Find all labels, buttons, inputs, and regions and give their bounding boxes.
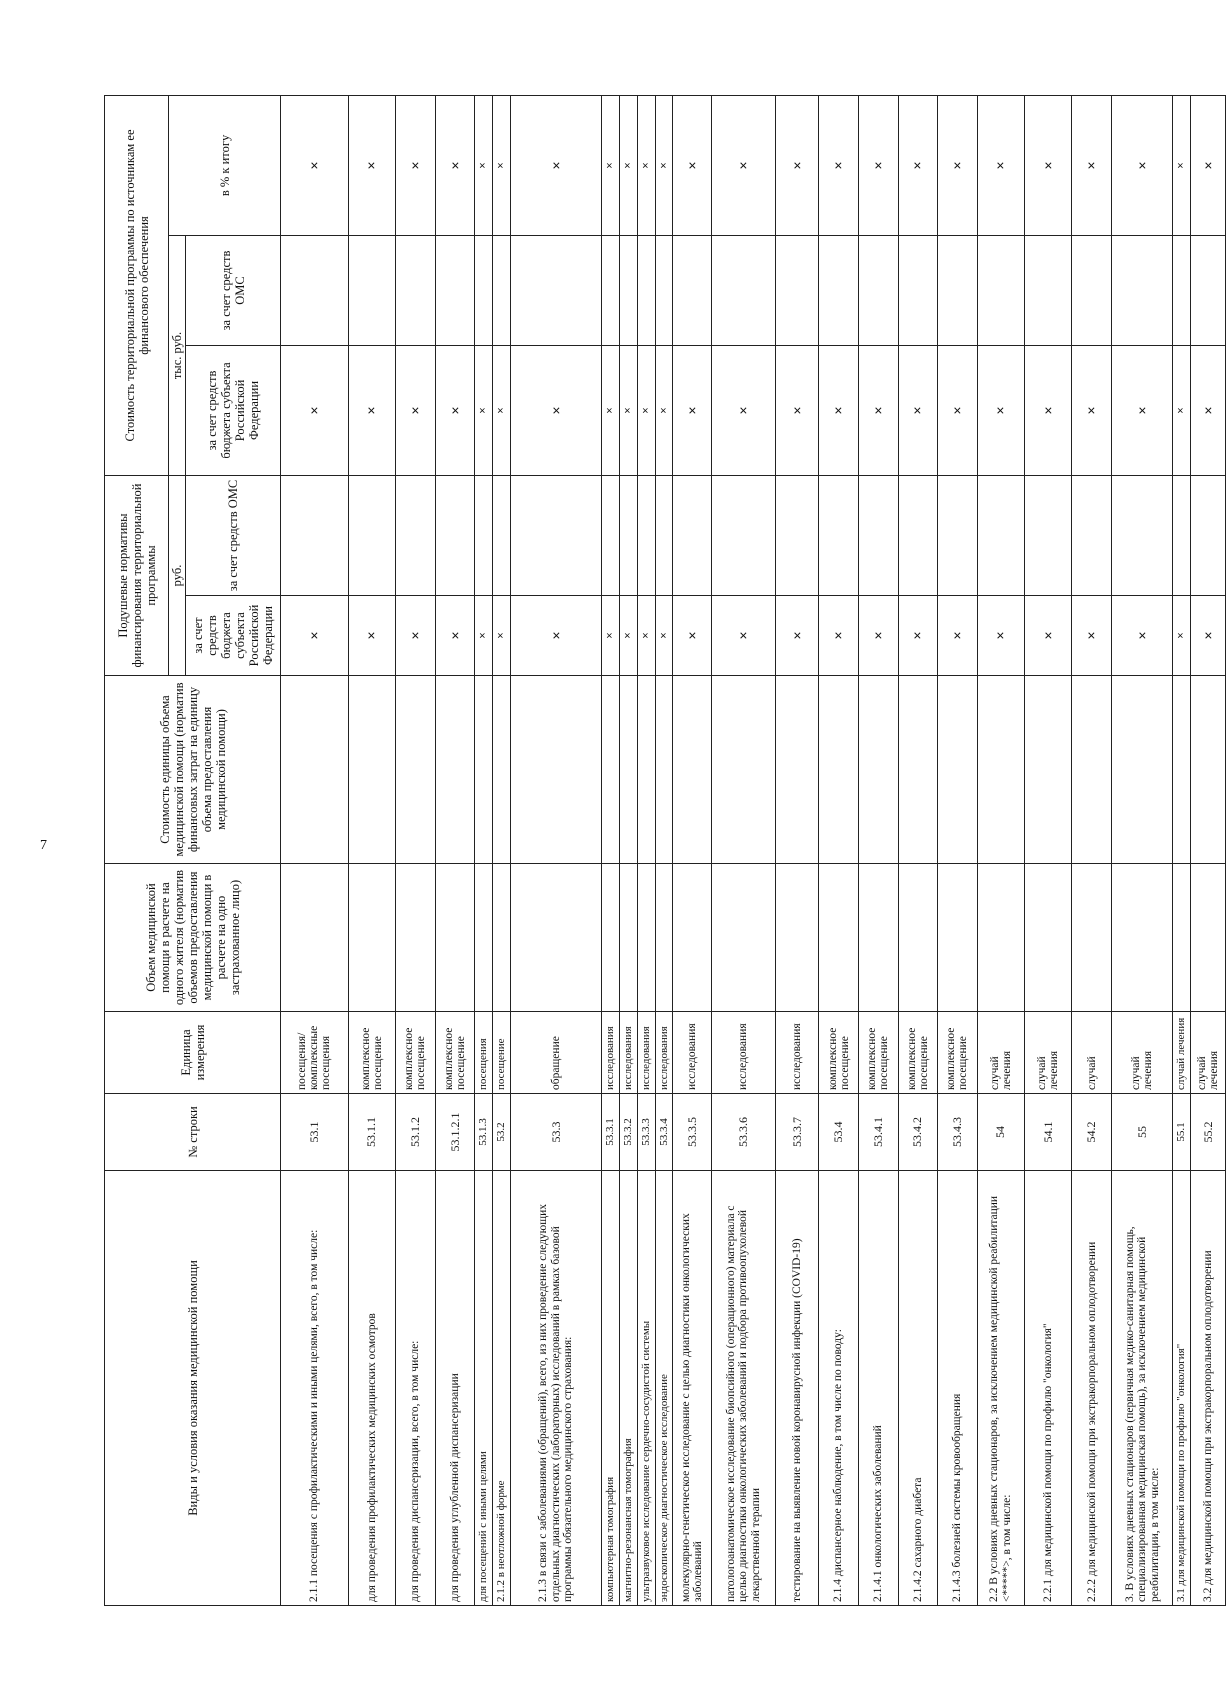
row-volume [511,864,602,1012]
financing-table [104,95,1226,1606]
row-oms-norm [655,475,673,595]
row-budget-norm: × [673,596,711,676]
row-number: 55 [1112,1094,1173,1171]
row-unit: комплексное посещение [819,1012,859,1094]
row-budget-norm: × [281,596,349,676]
row-percent: × [977,95,1024,235]
row-oms-cost [655,235,673,345]
row-name: 2.2 В условиях дневных стационаров, за исключением медицинской реабилитации <*****>, в том числе: [977,1171,1024,1606]
table-row [673,95,711,1605]
row-unit: случай лечения [1112,1012,1173,1094]
table-row [601,95,619,1605]
row-percent: × [619,95,637,235]
row-volume [1191,864,1226,1012]
row-number: 53.1.3 [475,1094,493,1171]
row-oms-norm [1173,475,1191,595]
row-unit-cost [1191,676,1226,864]
row-oms-cost [775,235,818,345]
row-number: 53.3.4 [655,1094,673,1171]
table-row [493,95,511,1605]
row-name: для посещений с иными целями [475,1171,493,1606]
row-oms-cost [348,235,395,345]
row-volume [475,864,493,1012]
row-unit-cost [511,676,602,864]
row-name: тестирование на выявление новой коронавирусной инфекции (COVID-19) [775,1171,818,1606]
row-name: 2.1.4.2 сахарного диабета [898,1171,938,1606]
table-row [977,95,1024,1605]
table-row [619,95,637,1605]
row-volume [1025,864,1072,1012]
row-unit-cost [475,676,493,864]
row-unit-cost [619,676,637,864]
page-number: 7 [40,838,47,853]
row-unit-cost [1112,676,1173,864]
row-volume [348,864,395,1012]
row-budget-norm: × [819,596,859,676]
header-name: Виды и условия оказания медицинской помощи [105,1171,281,1606]
table-row [655,95,673,1605]
row-oms-cost [281,235,349,345]
row-name: 2.2.1 для медицинской помощи по профилю "онкология" [1025,1171,1072,1606]
row-oms-cost [938,235,978,345]
row-budget-cost: × [775,345,818,475]
row-oms-cost [1191,235,1226,345]
row-oms-norm [1025,475,1072,595]
row-oms-norm [819,475,859,595]
row-oms-norm [938,475,978,595]
row-unit-cost [637,676,655,864]
row-name: для проведения диспансеризации, всего, в том числе: [396,1171,436,1606]
row-budget-norm: × [493,596,511,676]
row-name: патологоанатомическое исследование биопсийного (операционного) материала с целью диагностики онкологических заболеваний и подбора противоопухолевой лекарственной терапии [711,1171,775,1606]
row-number: 53.1.1 [348,1094,395,1171]
row-unit: комплексное посещение [348,1012,395,1094]
table-row [281,95,349,1605]
row-unit: посещение [493,1012,511,1094]
row-unit-cost [601,676,619,864]
row-budget-cost: × [1025,345,1072,475]
row-volume [1072,864,1112,1012]
row-budget-norm: × [1072,596,1112,676]
row-percent: × [396,95,436,235]
header-volume: Объем медицинской помощи в расчете на одного жителя (норматив объемов предоставления медицинской помощи в расчете на одно застрахованное лицо) [105,864,281,1012]
row-unit: случай лечения [977,1012,1024,1094]
row-unit: комплексное посещение [396,1012,436,1094]
row-unit-cost [435,676,475,864]
row-volume [619,864,637,1012]
row-percent: × [673,95,711,235]
table-row [775,95,818,1605]
row-number: 54 [977,1094,1024,1171]
row-budget-cost: × [898,345,938,475]
row-budget-norm: × [348,596,395,676]
row-oms-cost [1072,235,1112,345]
row-budget-norm: × [619,596,637,676]
row-percent: × [601,95,619,235]
row-number: 53.3.7 [775,1094,818,1171]
row-name: 2.1.2 в неотложной форме [493,1171,511,1606]
header-row-no: № строки [105,1094,281,1171]
row-percent: × [475,95,493,235]
row-budget-norm: × [637,596,655,676]
row-number: 53.4.2 [898,1094,938,1171]
row-volume [1112,864,1173,1012]
row-oms-cost [977,235,1024,345]
row-oms-norm [898,475,938,595]
row-oms-norm [977,475,1024,595]
row-percent: × [511,95,602,235]
row-budget-norm: × [435,596,475,676]
row-unit-cost [1025,676,1072,864]
row-oms-norm [858,475,898,595]
row-percent: × [1072,95,1112,235]
header-unit: Единица измерения [105,1012,281,1094]
row-unit-cost [938,676,978,864]
row-oms-cost [601,235,619,345]
row-unit-cost [396,676,436,864]
row-volume [898,864,938,1012]
row-unit-cost [281,676,349,864]
row-oms-cost [711,235,775,345]
row-oms-cost [1173,235,1191,345]
header-percent: в % к итогу [169,95,281,235]
row-oms-cost [1025,235,1072,345]
row-budget-cost: × [819,345,859,475]
table-row [938,95,978,1605]
table-row [1025,95,1072,1605]
table-row [858,95,898,1605]
table-row [1072,95,1112,1605]
row-oms-norm [493,475,511,595]
row-oms-cost [396,235,436,345]
row-number: 55.1 [1173,1094,1191,1171]
table-row [1173,95,1191,1605]
row-oms-cost [435,235,475,345]
row-unit: посещения/ комплексные посещения [281,1012,349,1094]
row-unit-cost [673,676,711,864]
row-percent: × [819,95,859,235]
row-number: 55.2 [1191,1094,1226,1171]
row-budget-norm: × [858,596,898,676]
row-volume [711,864,775,1012]
row-unit: обращение [511,1012,602,1094]
row-percent: × [348,95,395,235]
row-unit: исследования [637,1012,655,1094]
table-row [711,95,775,1605]
header-cost-group: Стоимость территориальной программы по источникам ее финансового обеспечения [105,95,169,475]
row-number: 53.4 [819,1094,859,1171]
row-name: компьютерная томография [601,1171,619,1606]
row-budget-norm: × [1191,596,1226,676]
table-row [348,95,395,1605]
row-oms-cost [511,235,602,345]
row-name: ультразвуковое исследование сердечно-сосудистой системы [637,1171,655,1606]
row-oms-norm [1112,475,1173,595]
row-oms-cost [858,235,898,345]
row-oms-norm [601,475,619,595]
row-name: молекулярно-генетическое исследование с целью диагностики онкологических заболеваний [673,1171,711,1606]
row-oms-norm [396,475,436,595]
row-budget-cost: × [1072,345,1112,475]
row-budget-norm: × [775,596,818,676]
row-percent: × [1173,95,1191,235]
row-budget-cost: × [396,345,436,475]
row-name: для проведения углубленной диспансеризации [435,1171,475,1606]
row-unit-cost [1173,676,1191,864]
row-oms-norm [511,475,602,595]
row-name: 2.1.4.3 болезней системы кровообращения [938,1171,978,1606]
row-budget-cost: × [977,345,1024,475]
row-percent: × [655,95,673,235]
row-unit: исследования [673,1012,711,1094]
row-oms-cost [637,235,655,345]
row-name: 2.1.3 в связи с заболеваниями (обращений), всего, из них проведение следующих отдельных диагностических (лабораторных) исследований в рамках базовой программы обязательного медицинского страхования: [511,1171,602,1606]
row-name: 2.2.2 для медицинской помощи при экстракорпоральном оплодотворении [1072,1171,1112,1606]
row-percent: × [435,95,475,235]
row-percent: × [281,95,349,235]
row-budget-norm: × [396,596,436,676]
table-row [898,95,938,1605]
row-budget-cost: × [493,345,511,475]
row-unit-cost [493,676,511,864]
row-oms-cost [673,235,711,345]
row-budget-norm: × [1025,596,1072,676]
row-percent: × [1112,95,1173,235]
row-budget-cost: × [938,345,978,475]
row-volume [281,864,349,1012]
row-unit: комплексное посещение [858,1012,898,1094]
row-number: 53.3.5 [673,1094,711,1171]
row-volume [819,864,859,1012]
row-unit: исследования [711,1012,775,1094]
row-volume [938,864,978,1012]
row-budget-cost: × [711,345,775,475]
row-oms-norm [475,475,493,595]
row-name: 3.2 для медицинской помощи при экстракорпоральном оплодотворении [1191,1171,1226,1606]
row-oms-norm [637,475,655,595]
row-percent: × [711,95,775,235]
row-oms-norm [673,475,711,595]
header-oms: за счет средств ОМС [186,475,281,595]
row-number: 54.2 [1072,1094,1112,1171]
row-volume [673,864,711,1012]
header-rub: руб. [169,475,186,675]
row-unit-cost [858,676,898,864]
row-percent: × [898,95,938,235]
header-unit-cost: Стоимость единицы объема медицинской помощи (норматив финансовых затрат на единицу объема предоставления медицинской помощи) [105,676,281,864]
row-name: 2.1.4 диспансерное наблюдение, в том числе по поводу: [819,1171,859,1606]
row-number: 53.3.6 [711,1094,775,1171]
row-budget-cost: × [1191,345,1226,475]
table-row [435,95,475,1605]
row-name: 2.1.4.1 онкологических заболеваний [858,1171,898,1606]
table-row [637,95,655,1605]
row-oms-cost [619,235,637,345]
row-budget-cost: × [601,345,619,475]
table-row [511,95,602,1605]
row-unit: случай лечения [1025,1012,1072,1094]
row-budget-cost: × [655,345,673,475]
row-volume [977,864,1024,1012]
row-budget-norm: × [475,596,493,676]
row-percent: × [938,95,978,235]
row-number: 53.4.3 [938,1094,978,1171]
row-unit: случай [1072,1012,1112,1094]
row-volume [655,864,673,1012]
row-oms-cost [898,235,938,345]
row-oms-norm [348,475,395,595]
row-name: 2.1.1 посещения с профилактическими и иными целями, всего, в том числе: [281,1171,349,1606]
row-unit: исследования [775,1012,818,1094]
row-percent: × [1025,95,1072,235]
header-budget-2: за счет средств бюджета субъекта Российской Федерации [186,345,281,475]
row-budget-norm: × [655,596,673,676]
row-number: 53.1.2 [396,1094,436,1171]
row-budget-cost: × [858,345,898,475]
row-unit: случай лечения [1173,1012,1191,1094]
row-number: 53.3.2 [619,1094,637,1171]
row-unit-cost [775,676,818,864]
row-oms-cost [475,235,493,345]
table-row [475,95,493,1605]
row-unit-cost [977,676,1024,864]
row-unit: случай лечения [1191,1012,1226,1094]
row-volume [435,864,475,1012]
row-unit-cost [711,676,775,864]
row-unit: исследования [655,1012,673,1094]
row-name: для проведения профилактических медицинских осмотров [348,1171,395,1606]
row-unit-cost [655,676,673,864]
row-oms-norm [1191,475,1226,595]
row-volume [601,864,619,1012]
header-norms-group: Подушевые нормативы финансирования территориальной программы [105,475,169,675]
row-oms-norm [775,475,818,595]
row-name: магнитно-резонансная томография [619,1171,637,1606]
row-percent: × [858,95,898,235]
row-number: 53.3.3 [637,1094,655,1171]
row-oms-norm [619,475,637,595]
row-budget-cost: × [511,345,602,475]
row-unit-cost [348,676,395,864]
row-unit: исследования [601,1012,619,1094]
row-oms-norm [1072,475,1112,595]
row-number: 53.4.1 [858,1094,898,1171]
row-unit: комплексное посещение [938,1012,978,1094]
row-oms-cost [493,235,511,345]
row-budget-cost: × [673,345,711,475]
row-budget-norm: × [1173,596,1191,676]
row-unit: посещения [475,1012,493,1094]
row-number: 53.3.1 [601,1094,619,1171]
row-budget-norm: × [977,596,1024,676]
row-volume [396,864,436,1012]
row-budget-norm: × [511,596,602,676]
row-budget-cost: × [435,345,475,475]
row-percent: × [775,95,818,235]
row-budget-cost: × [1173,345,1191,475]
row-budget-norm: × [898,596,938,676]
row-volume [858,864,898,1012]
row-budget-norm: × [711,596,775,676]
row-name: 3.1 для медицинской помощи по профилю "онкология" [1173,1171,1191,1606]
row-budget-norm: × [938,596,978,676]
row-number: 53.3 [511,1094,602,1171]
row-percent: × [637,95,655,235]
row-budget-cost: × [475,345,493,475]
row-oms-cost [1112,235,1173,345]
row-unit-cost [898,676,938,864]
row-number: 53.1.2.1 [435,1094,475,1171]
row-number: 53.1 [281,1094,349,1171]
table-container [104,96,1226,1606]
row-budget-cost: × [637,345,655,475]
row-volume [493,864,511,1012]
row-budget-cost: × [619,345,637,475]
row-name: 3. В условиях дневных стационаров (первичная медико-санитарная помощь, специализированная медицинская помощь), за исключением медицинской реабилитации, в том числе: [1112,1171,1173,1606]
row-volume [637,864,655,1012]
header-oms-2: за счет средств ОМС [186,235,281,345]
row-oms-norm [435,475,475,595]
row-budget-cost: × [281,345,349,475]
table-row [819,95,859,1605]
row-unit-cost [1072,676,1112,864]
row-volume [775,864,818,1012]
row-oms-norm [281,475,349,595]
row-oms-cost [819,235,859,345]
row-name: эндоскопическое диагностическое исследование [655,1171,673,1606]
table-row [1191,95,1226,1605]
row-budget-cost: × [348,345,395,475]
row-number: 54.1 [1025,1094,1072,1171]
row-percent: × [1191,95,1226,235]
header-budget: за счет средств бюджета субъекта Российской Федерации [186,596,281,676]
row-unit: комплексное посещение [898,1012,938,1094]
row-unit: исследования [619,1012,637,1094]
table-row [396,95,436,1605]
row-budget-norm: × [1112,596,1173,676]
row-number: 53.2 [493,1094,511,1171]
row-unit: комплексное посещение [435,1012,475,1094]
row-percent: × [493,95,511,235]
table-row [1112,95,1173,1605]
row-oms-norm [711,475,775,595]
row-unit-cost [819,676,859,864]
row-budget-cost: × [1112,345,1173,475]
row-volume [1173,864,1191,1012]
row-budget-norm: × [601,596,619,676]
header-thous-rub: тыс. руб. [169,235,186,475]
